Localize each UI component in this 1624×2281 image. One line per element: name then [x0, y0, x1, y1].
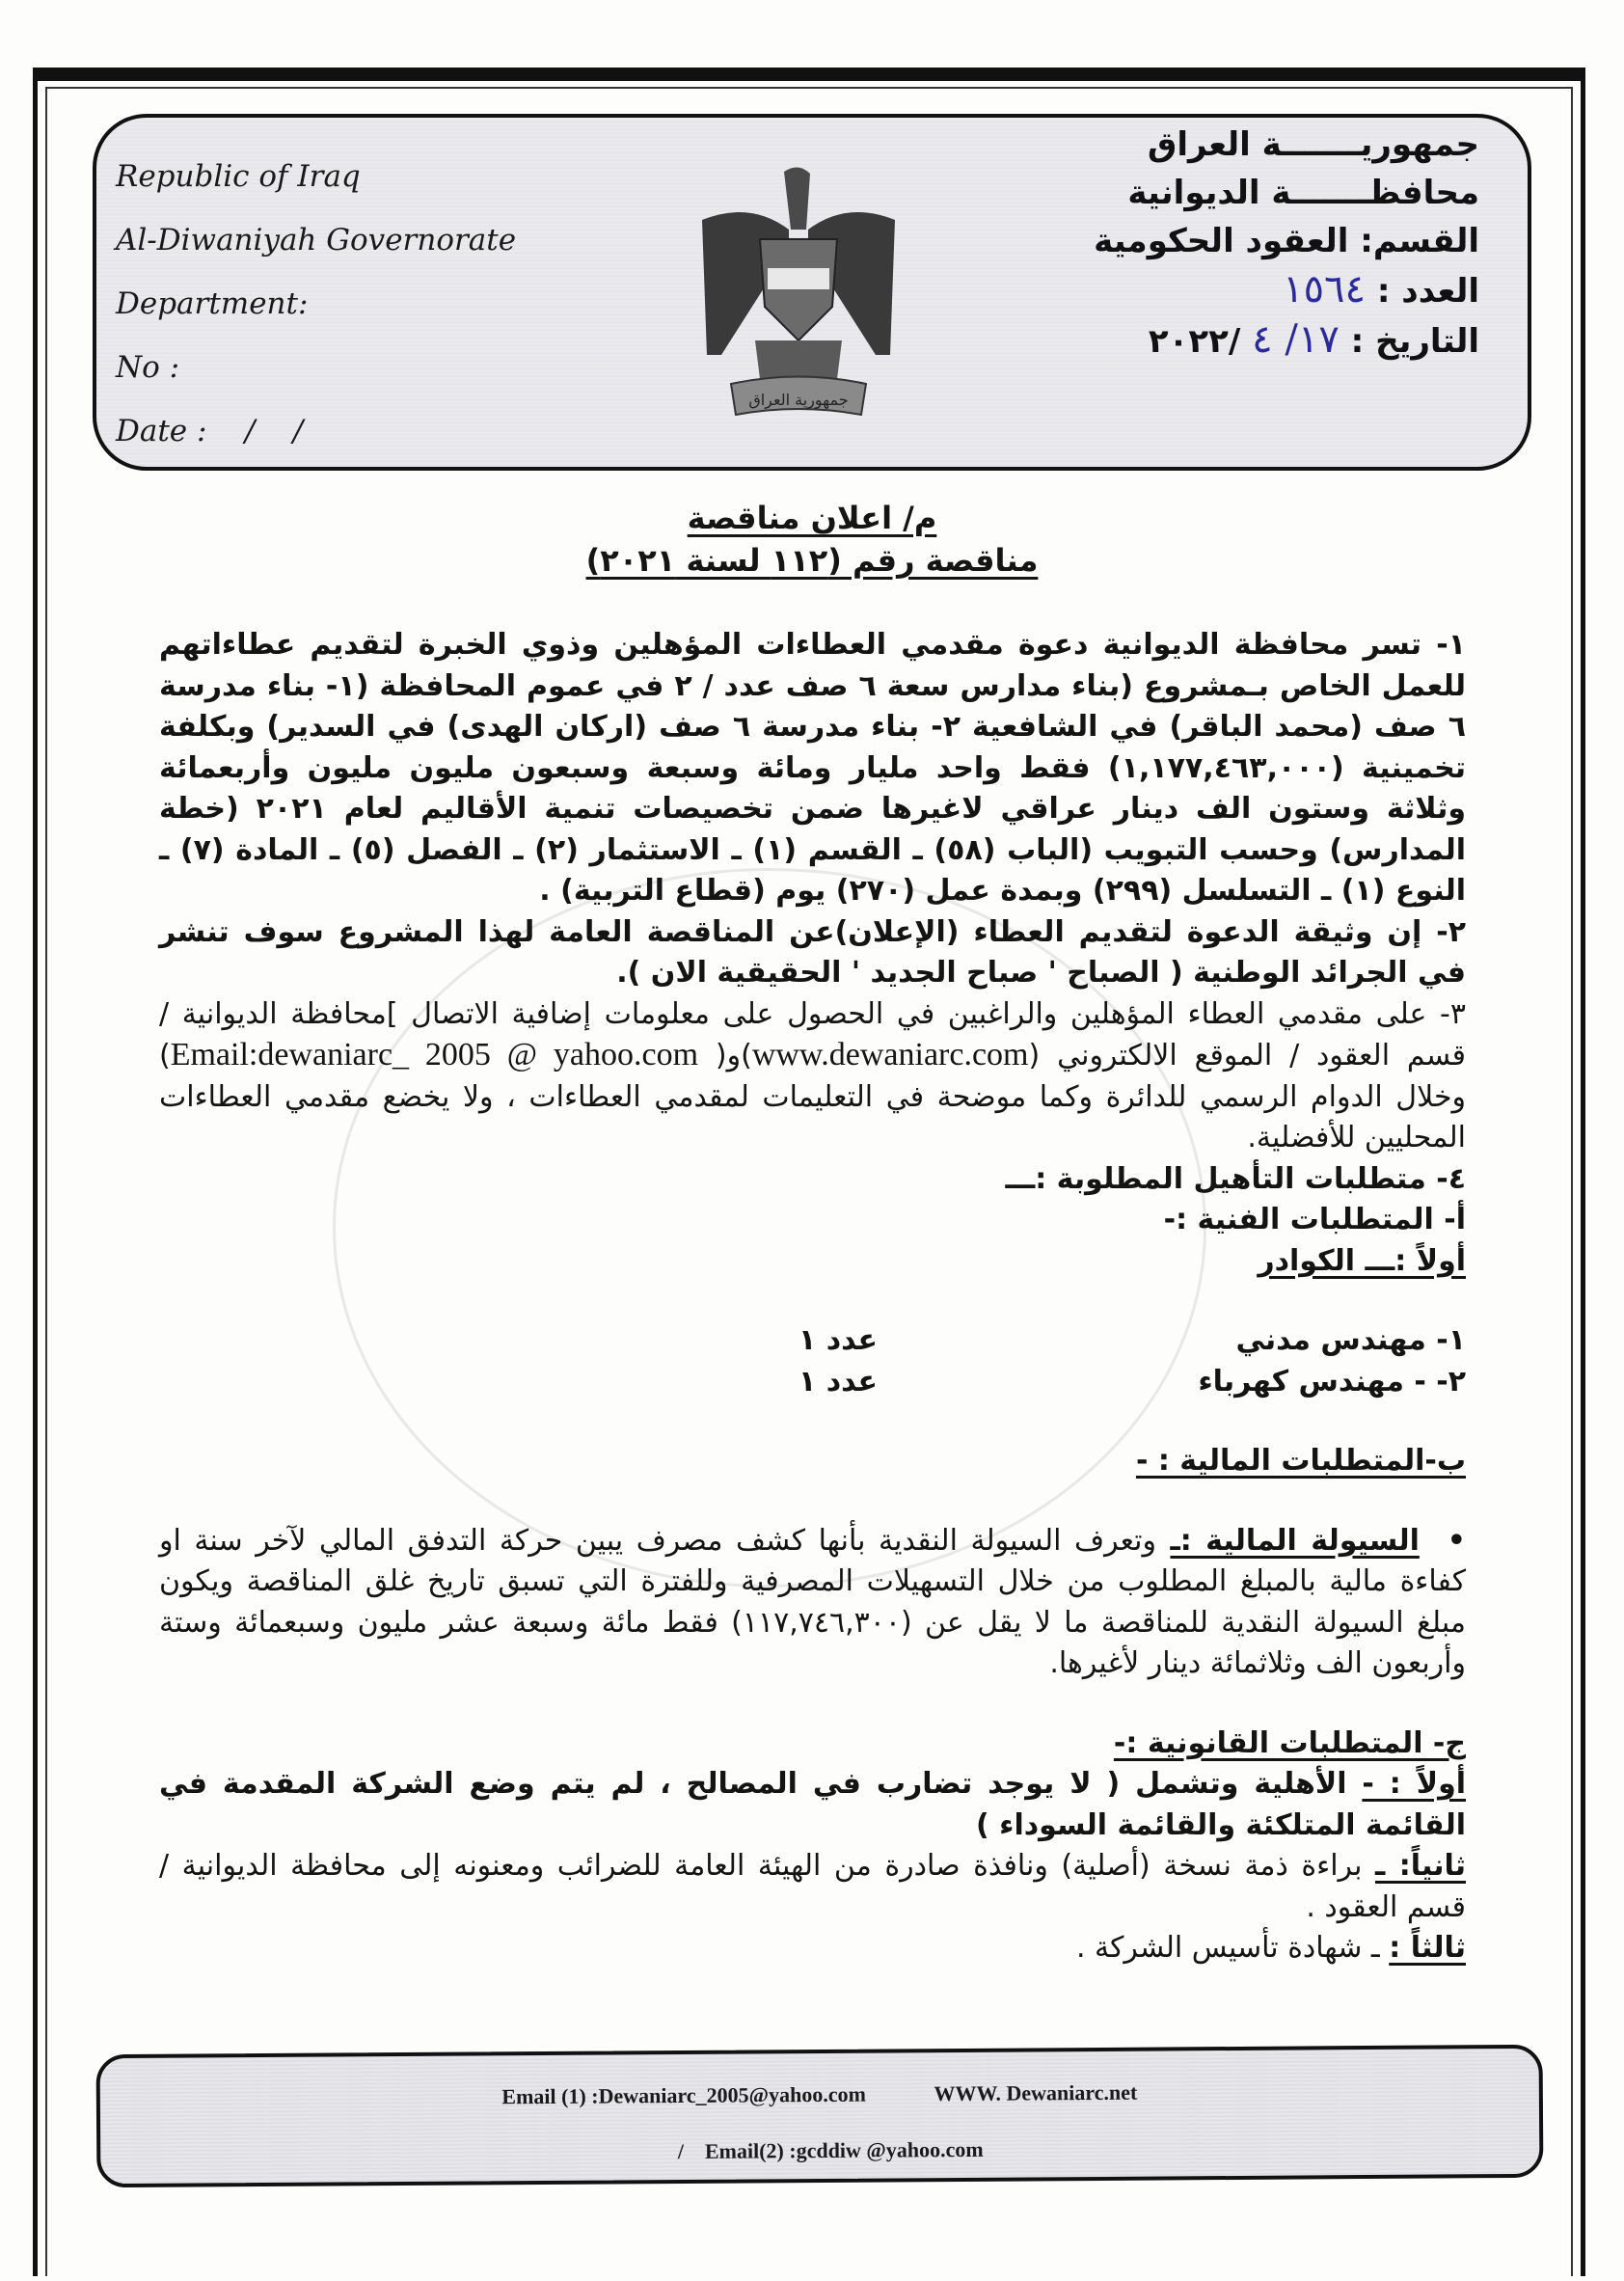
email-link[interactable]: Email:dewaniarc_ 2005 @ yahoo.com — [170, 1037, 699, 1073]
letterhead-english — [116, 145, 516, 463]
legal-item: ثالثاً : ـ شهادة تأسيس الشركة . — [1075, 1931, 1466, 1965]
section-4b-heading: ب-المتطلبات المالية : - — [1135, 1444, 1466, 1478]
contact-footer — [96, 2045, 1544, 2187]
footer-email-1[interactable]: Email (1) :Dewaniarc_2005@yahoo.com — [501, 2081, 866, 2109]
emblem-caption: جمهورية العراق — [748, 391, 849, 409]
staff-role: ١- مهندس مدني — [1235, 1323, 1466, 1357]
title-line-2: مناقصة رقم (١١٢ لسنة ٢٠٢١) — [585, 542, 1039, 579]
date-label-en: Date : / / — [116, 414, 304, 448]
number-label-en: No : — [116, 350, 180, 385]
date-handwritten: ١٧/ ٤ — [1252, 317, 1340, 362]
paragraph-1: ١- تسر محافظة الديوانية دعوة مقدمي العطاءات المؤهلين وذوي الخبرة لتقديم عطاءاتهم للعمل الخاص بـمشروع (بناء مدارس سعة ٦ صف عدد / ٢ في عموم المحافظة (١- بناء مدرسة ٦ صف (محمد الباقر) في الشافعية ٢- بناء مدرسة ٦ صف (اركان الهدى) في السدير) وبكلفة تخمينية (١,١٧٧,٤٦٣,٠٠٠) فقط واحد مليار ومائة وسبعة وسبعون مليون مليون وأربعمائة وثلاثة وستون الف دينار عراقي لاغيرها ضمن تخصيصات تنمية الأقاليم لعام ٢٠٢١ (خطة المدارس) وحسب التبويب (الباب (٥٨) ـ القسم (١) ـ الاستثمار (٢) ـ الفصل (٥) ـ المادة (٧) ـ النوع (١) ـ التسلسل (٢٩٩) وبمدة عمل (٢٧٠) يوم (قطاع التربية) . — [159, 628, 1467, 908]
date-label-ar: التاريخ : — [1350, 322, 1479, 361]
footer-email-2[interactable]: / Email(2) :gcddiw @yahoo.com — [677, 2136, 984, 2164]
date-year: /٢٠٢٢ — [1148, 322, 1241, 361]
staff-item — [159, 1320, 1466, 1362]
staff-heading: أولاً :ـــ الكوادر — [1258, 1243, 1466, 1278]
document-title — [0, 497, 1624, 582]
footer-website[interactable]: WWW. Dewaniarc.net — [934, 2079, 1138, 2106]
legal-item: ثانياً: ـ براءة ذمة نسخة (أصلية) ونافذة صادرة من الهيئة العامة للضرائب ومعنونه إلى محافظة الديوانية / قسم العقود . — [159, 1849, 1467, 1924]
staff-count: عدد ١ — [798, 1323, 878, 1357]
republic-label-ar: جمهوريـــــــة العراق — [1147, 125, 1479, 164]
liquidity-paragraph — [159, 1521, 1466, 1685]
letterhead-arabic — [1094, 121, 1479, 366]
governorate-label: Al-Diwaniyah Governorate — [116, 223, 517, 258]
department-label: Department: — [116, 286, 309, 321]
department-label-ar: القسم: العقود الحكومية — [1094, 222, 1479, 260]
reference-number — [1094, 265, 1479, 315]
republic-label: Republic of Iraq — [116, 159, 361, 194]
title-line-1: م/ اعلان مناقصة — [687, 500, 937, 536]
staff-item — [159, 1362, 1466, 1403]
bullet-icon: • — [1419, 1523, 1466, 1558]
number-label-ar: العدد : — [1376, 272, 1479, 311]
section-4-heading: ٤- متطلبات التأهيل المطلوبة :ـــ — [1005, 1161, 1466, 1196]
website-link[interactable]: www.dewaniarc.com — [751, 1037, 1029, 1073]
section-4a-heading: أ- المتطلبات الفنية :- — [1163, 1203, 1466, 1236]
document-body — [159, 625, 1466, 1969]
section-4c-heading: ج- المتطلبات القانونية :- — [1113, 1725, 1466, 1760]
document-date — [1094, 315, 1479, 366]
staff-count: عدد ١ — [798, 1364, 878, 1398]
governorate-label-ar: محافظـــــــة الديوانية — [1127, 174, 1479, 212]
liquidity-text: وتعرف السيولة النقدية بأنها كشف مصرف يبين حركة التدفق المالي لآخر سنة او كفاءة مالية بالمبلغ المطلوب من خلال التسهيلات المصرفية وللفترة التي تسبق تاريخ غلق المناقصة ويكون مبلغ السيولة النقدية للمناقصة ما لا يقل عن (١١٧,٧٤٦,٣٠٠) فقط مائة وسبعة عشر مليون وسبعمائة وستة وأربعون الف وثلاثمائة دينار لأغيرها. — [159, 1523, 1466, 1680]
legal-item: أولاً : - الأهلية وتشمل ( لا يوجد تضارب في المصالح ، لم يتم وضع الشركة المقدمة في القائمة المتلكئة والقائمة السوداء ) — [159, 1767, 1467, 1842]
iraq-eagle-emblem-icon — [692, 162, 905, 432]
liquidity-label: السيولة المالية :ـ — [1170, 1523, 1420, 1558]
paragraph-3: ٣- على مقدمي العطاء المؤهلين والراغبين في الحصول على معلومات إضافية الاتصال ]محافظة الديوانية / قسم العقود / الموقع الالكتروني (www.dewaniarc.com)و( Email:dewaniarc_ 2005 @ yahoo.com) وخلال الدوام الرسمي للدائرة وكما موضحة في التعليمات لمقدمي العطاءات ، ولا يخضع مقدمي العطاءات المحليين للأفضلية. — [159, 996, 1466, 1154]
staff-role: ٢- - مهندس كهرباء — [1198, 1364, 1466, 1398]
paragraph-2: ٢- إن وثيقة الدعوة لتقديم العطاء (الإعلان)عن المناقصة العامة لهذا المشروع سوف تنشر في الجرائد الوطنية ( الصباح ' صباح الجديد ' الحقيقية الان ). — [159, 914, 1466, 990]
number-value: ١٥٦٤ — [1283, 267, 1367, 312]
